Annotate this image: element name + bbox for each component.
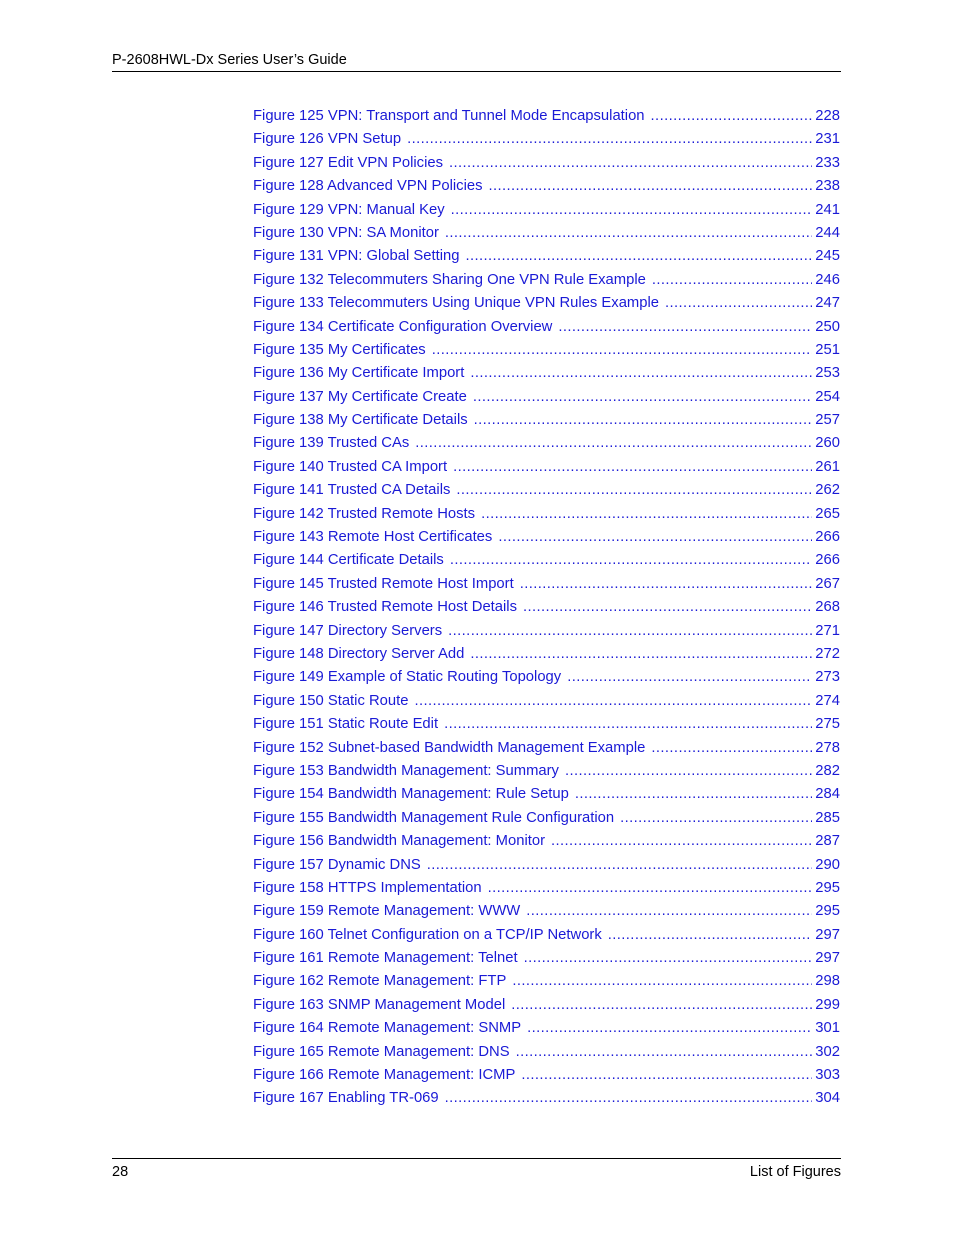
toc-entry-145[interactable] xyxy=(253,573,840,596)
toc-page: 244 xyxy=(815,224,840,241)
toc-leader xyxy=(620,807,812,830)
toc-leader xyxy=(414,690,812,713)
toc-entry-134[interactable] xyxy=(253,316,840,339)
toc-title: Figure 125 VPN: Transport and Tunnel Mode Encapsulation xyxy=(253,108,645,124)
toc-page: 287 xyxy=(815,833,840,850)
toc-leader xyxy=(465,245,812,268)
toc-title: Figure 127 Edit VPN Policies xyxy=(253,154,443,171)
toc-title: Figure 155 Bandwidth Management Rule Configuration xyxy=(253,809,615,826)
toc-page: 262 xyxy=(815,482,840,499)
toc-title: Figure 144 Certificate Details xyxy=(253,552,444,569)
toc-leader xyxy=(488,877,813,900)
toc-page: 302 xyxy=(815,1043,840,1060)
toc-title: Figure 158 HTTPS Implementation xyxy=(253,879,482,896)
toc-entry-147[interactable] xyxy=(253,620,840,643)
toc-leader xyxy=(444,713,812,736)
toc-page: 295 xyxy=(815,903,840,920)
toc-title: Figure 167 Enabling TR-069 xyxy=(253,1090,439,1107)
toc-entry-150[interactable] xyxy=(253,690,840,713)
toc-entry-139[interactable] xyxy=(253,432,840,455)
toc-title: Figure 126 VPN Setup xyxy=(253,131,402,148)
toc-page: 238 xyxy=(815,178,840,195)
toc-page: 301 xyxy=(815,1020,840,1037)
toc-leader xyxy=(432,339,813,362)
toc-entry-158[interactable] xyxy=(253,877,840,900)
toc-title: Figure 139 Trusted CAs xyxy=(253,435,410,452)
toc-leader xyxy=(488,175,812,198)
toc-entry-149[interactable] xyxy=(253,666,840,689)
toc-entry-133[interactable] xyxy=(253,292,840,315)
toc-page: 254 xyxy=(815,388,840,405)
toc-page: 274 xyxy=(815,692,840,709)
toc-leader xyxy=(474,409,813,432)
toc-page: 250 xyxy=(815,318,840,335)
toc-page: 298 xyxy=(815,973,840,990)
toc-page: 247 xyxy=(815,295,840,312)
toc-entry-144[interactable] xyxy=(253,549,840,572)
toc-leader xyxy=(451,199,813,222)
toc-entry-167[interactable] xyxy=(253,1087,840,1110)
toc-page: 271 xyxy=(815,622,840,639)
toc-entry-163[interactable] xyxy=(253,994,840,1017)
toc-title: Figure 151 Static Route Edit xyxy=(253,716,439,733)
toc-leader xyxy=(448,620,812,643)
toc-entry-142[interactable] xyxy=(253,503,840,526)
toc-title: Figure 143 Remote Host Certificates xyxy=(253,529,493,546)
toc-entry-138[interactable] xyxy=(253,409,840,432)
toc-leader xyxy=(456,479,812,502)
toc-leader xyxy=(565,760,812,783)
toc-title: Figure 157 Dynamic DNS xyxy=(253,856,421,873)
toc-page: 233 xyxy=(815,154,840,171)
toc-leader xyxy=(516,1041,813,1064)
toc-entry-125[interactable] xyxy=(253,105,840,128)
toc-leader xyxy=(453,456,812,479)
toc-entry-159[interactable] xyxy=(253,900,840,923)
toc-page: 257 xyxy=(815,412,840,429)
toc-leader xyxy=(558,316,812,339)
toc-entry-160[interactable] xyxy=(253,924,840,947)
toc-title: Figure 147 Directory Servers xyxy=(253,622,443,639)
toc-leader xyxy=(527,1017,812,1040)
toc-leader xyxy=(575,783,812,806)
toc-page: 295 xyxy=(815,879,840,896)
toc-leader xyxy=(407,128,812,151)
list-of-figures xyxy=(253,105,840,1111)
toc-entry-126[interactable] xyxy=(253,128,840,151)
toc-title: Figure 133 Telecommuters Using Unique VPN Rules Example xyxy=(253,295,660,312)
toc-page: 260 xyxy=(815,435,840,452)
toc-title: Figure 128 Advanced VPN Policies xyxy=(253,178,483,195)
toc-title: Figure 159 Remote Management: WWW xyxy=(253,903,521,920)
toc-leader xyxy=(520,573,813,596)
toc-title: Figure 135 My Certificates xyxy=(253,341,426,358)
toc-page: 297 xyxy=(815,926,840,943)
toc-title: Figure 163 SNMP Management Model xyxy=(253,996,506,1013)
toc-page: 284 xyxy=(815,786,840,803)
toc-title: Figure 154 Bandwidth Management: Rule Setup xyxy=(253,786,569,803)
toc-title: Figure 161 Remote Management: Telnet xyxy=(253,950,518,967)
toc-leader xyxy=(498,526,812,549)
toc-entry-136[interactable] xyxy=(253,362,840,385)
toc-page: 267 xyxy=(815,575,840,592)
toc-title: Figure 145 Trusted Remote Host Import xyxy=(253,575,514,592)
toc-title: Figure 131 VPN: Global Setting xyxy=(253,248,460,265)
toc-entry-131[interactable] xyxy=(253,245,840,268)
toc-title: Figure 141 Trusted CA Details xyxy=(253,482,451,499)
toc-page: 266 xyxy=(815,552,840,569)
toc-page: 228 xyxy=(815,108,840,124)
toc-entry-146[interactable] xyxy=(253,596,840,619)
toc-title: Figure 146 Trusted Remote Host Details xyxy=(253,599,517,616)
toc-page: 231 xyxy=(815,131,840,148)
toc-leader xyxy=(651,737,812,760)
toc-leader xyxy=(567,666,812,689)
toc-entry-137[interactable] xyxy=(253,386,840,409)
toc-entry-152[interactable] xyxy=(253,737,840,760)
toc-entry-141[interactable] xyxy=(253,479,840,502)
toc-entry-135[interactable] xyxy=(253,339,840,362)
toc-title: Figure 152 Subnet-based Bandwidth Management Example xyxy=(253,739,646,756)
toc-leader xyxy=(526,900,812,923)
toc-page: 275 xyxy=(815,716,840,733)
toc-title: Figure 162 Remote Management: FTP xyxy=(253,973,507,990)
toc-title: Figure 130 VPN: SA Monitor xyxy=(253,224,439,241)
toc-entry-154[interactable] xyxy=(253,783,840,806)
toc-leader xyxy=(470,362,812,385)
toc-leader xyxy=(665,292,812,315)
toc-entry-164[interactable] xyxy=(253,1017,840,1040)
page-footer xyxy=(112,1158,841,1182)
toc-leader xyxy=(523,596,812,619)
toc-leader xyxy=(524,947,813,970)
toc-title: Figure 165 Remote Management: DNS xyxy=(253,1043,510,1060)
toc-page: 278 xyxy=(815,739,840,756)
page-number: 28 xyxy=(112,1164,129,1180)
toc-page: 268 xyxy=(815,599,840,616)
toc-leader xyxy=(415,432,812,455)
toc-page: 290 xyxy=(815,856,840,873)
toc-page: 272 xyxy=(815,645,840,662)
toc-title: Figure 137 My Certificate Create xyxy=(253,388,467,405)
toc-title: Figure 153 Bandwidth Management: Summary xyxy=(253,762,559,779)
toc-entry-140[interactable] xyxy=(253,456,840,479)
toc-leader xyxy=(481,503,812,526)
toc-leader xyxy=(445,222,812,245)
toc-entry-148[interactable] xyxy=(253,643,840,666)
toc-page: 297 xyxy=(815,950,840,967)
toc-title: Figure 132 Telecommuters Sharing One VPN Rule Example xyxy=(253,271,646,288)
toc-leader xyxy=(449,152,812,175)
toc-page: 241 xyxy=(815,201,840,218)
toc-page: 253 xyxy=(815,365,840,382)
toc-entry-128[interactable] xyxy=(253,175,840,198)
toc-title: Figure 140 Trusted CA Import xyxy=(253,458,448,475)
toc-entry-157[interactable] xyxy=(253,854,840,877)
toc-page: 245 xyxy=(815,248,840,265)
toc-entry-155[interactable] xyxy=(253,807,840,830)
toc-leader xyxy=(445,1087,813,1110)
toc-title: Figure 148 Directory Server Add xyxy=(253,645,465,662)
toc-leader xyxy=(470,643,812,666)
toc-leader xyxy=(450,549,812,572)
toc-title: Figure 142 Trusted Remote Hosts xyxy=(253,505,476,522)
toc-page: 266 xyxy=(815,529,840,546)
toc-title: Figure 136 My Certificate Import xyxy=(253,365,465,382)
guide-title: P-2608HWL-Dx Series User’s Guide xyxy=(112,52,347,68)
toc-title: Figure 156 Bandwidth Management: Monitor xyxy=(253,833,545,850)
toc-leader xyxy=(551,830,812,853)
toc-entry-127[interactable] xyxy=(253,152,840,175)
toc-title: Figure 138 My Certificate Details xyxy=(253,412,468,429)
toc-page: 304 xyxy=(815,1090,840,1107)
page-header xyxy=(112,50,841,72)
toc-entry-161[interactable] xyxy=(253,947,840,970)
toc-title: Figure 150 Static Route xyxy=(253,692,409,709)
toc-entry-166[interactable] xyxy=(253,1064,840,1087)
toc-entry-153[interactable] xyxy=(253,760,840,783)
toc-title: Figure 149 Example of Static Routing Topology xyxy=(253,669,562,686)
toc-leader xyxy=(512,970,812,993)
toc-entry-130[interactable] xyxy=(253,222,840,245)
toc-entry-151[interactable] xyxy=(253,713,840,736)
toc-leader xyxy=(608,924,813,947)
toc-page: 246 xyxy=(815,271,840,288)
toc-entry-162[interactable] xyxy=(253,970,840,993)
toc-entry-132[interactable] xyxy=(253,269,840,292)
toc-title: Figure 166 Remote Management: ICMP xyxy=(253,1067,516,1084)
toc-page: 251 xyxy=(815,341,840,358)
toc-page: 299 xyxy=(815,996,840,1013)
toc-leader xyxy=(521,1064,812,1087)
section-name: List of Figures xyxy=(749,1164,841,1180)
toc-page: 273 xyxy=(815,669,840,686)
toc-entry-129[interactable] xyxy=(253,199,840,222)
toc-leader xyxy=(511,994,812,1017)
toc-page: 261 xyxy=(815,458,840,475)
toc-title: Figure 134 Certificate Configuration Overview xyxy=(253,318,553,335)
toc-entry-156[interactable] xyxy=(253,830,840,853)
toc-page: 285 xyxy=(815,809,840,826)
toc-title: Figure 129 VPN: Manual Key xyxy=(253,201,445,218)
toc-page: 303 xyxy=(815,1067,840,1084)
toc-page: 282 xyxy=(815,762,840,779)
toc-entry-165[interactable] xyxy=(253,1041,840,1064)
toc-leader xyxy=(473,386,812,409)
toc-entry-143[interactable] xyxy=(253,526,840,549)
toc-title: Figure 160 Telnet Configuration on a TCP/IP Network xyxy=(253,926,602,943)
toc-leader xyxy=(652,269,812,292)
toc-leader xyxy=(427,854,813,877)
toc-title: Figure 164 Remote Management: SNMP xyxy=(253,1020,522,1037)
toc-leader xyxy=(651,105,813,128)
toc-page: 265 xyxy=(815,505,840,522)
